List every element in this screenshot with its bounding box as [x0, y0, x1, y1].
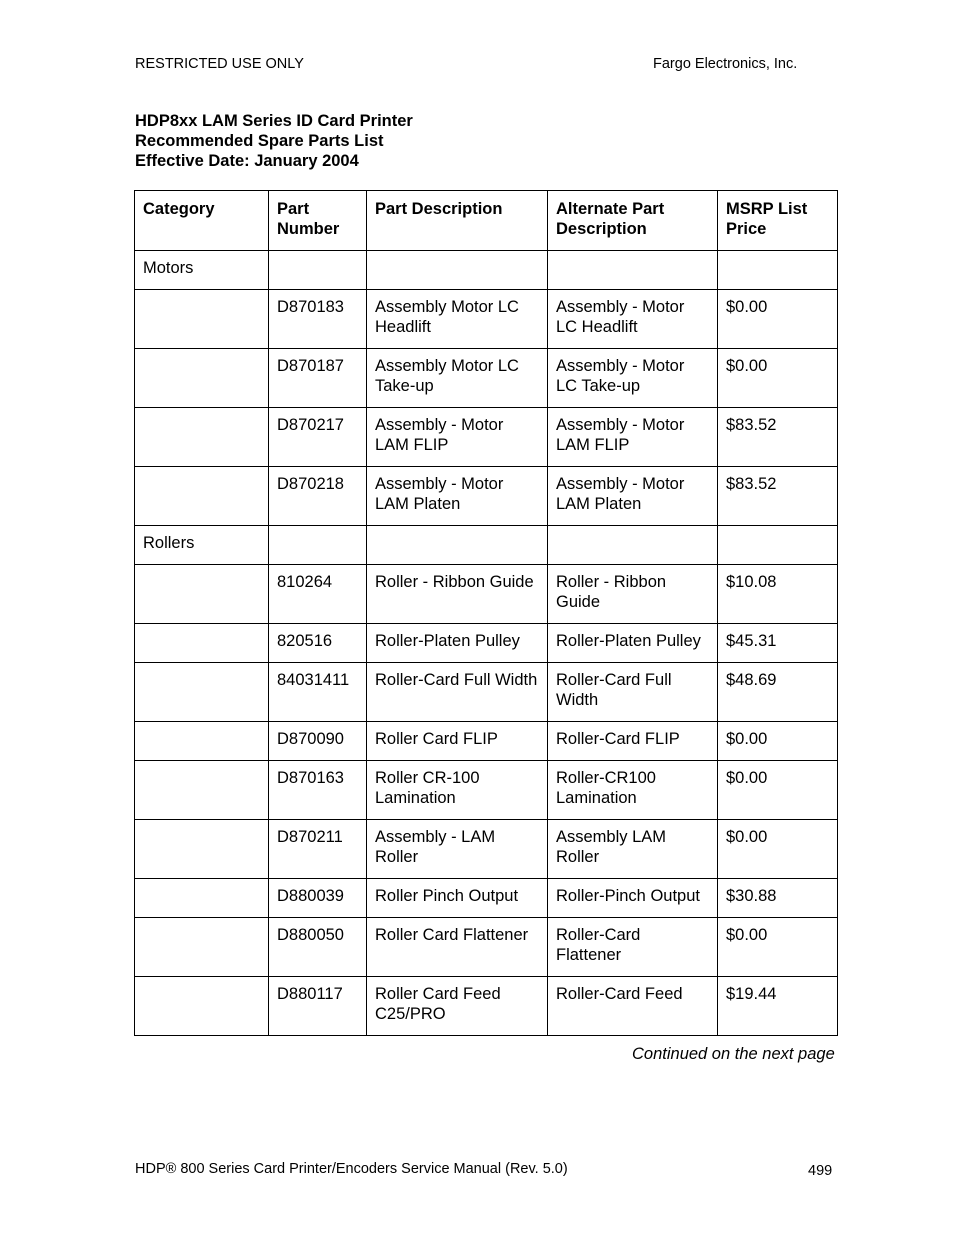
cell-category: Motors — [135, 251, 269, 290]
cell-msrp-price: $0.00 — [718, 820, 838, 879]
cell-msrp-price: $0.00 — [718, 349, 838, 408]
cell-msrp-price: $0.00 — [718, 290, 838, 349]
cell-part-number: 820516 — [269, 624, 367, 663]
table-row — [135, 467, 838, 526]
cell-alternate-description: Roller-Card Feed — [548, 977, 718, 1036]
cell-category — [135, 624, 269, 663]
table-row — [135, 663, 838, 722]
cell-category — [135, 879, 269, 918]
cell-category — [135, 663, 269, 722]
cell-msrp-price — [718, 526, 838, 565]
col-header-alternate-description: Alternate Part Description — [548, 191, 718, 251]
table-row — [135, 565, 838, 624]
table-row — [135, 349, 838, 408]
table-row — [135, 624, 838, 663]
continued-note: Continued on the next page — [632, 1045, 835, 1063]
cell-part-number: 84031411 — [269, 663, 367, 722]
table-row — [135, 977, 838, 1036]
cell-part-number: D880050 — [269, 918, 367, 977]
cell-part-description: Roller Card Feed C25/PRO — [367, 977, 548, 1036]
category-row — [135, 526, 838, 565]
page-number: 499 — [808, 1163, 833, 1179]
cell-part-number: D870187 — [269, 349, 367, 408]
table-header-row — [135, 191, 838, 251]
cell-part-description: Assembly Motor LC Headlift — [367, 290, 548, 349]
cell-part-number: D870211 — [269, 820, 367, 879]
cell-part-description — [367, 526, 548, 565]
table-row — [135, 722, 838, 761]
cell-part-description: Roller-Platen Pulley — [367, 624, 548, 663]
cell-part-description: Roller CR-100 Lamination — [367, 761, 548, 820]
cell-msrp-price: $48.69 — [718, 663, 838, 722]
cell-part-description — [367, 251, 548, 290]
cell-part-description: Roller-Card Full Width — [367, 663, 548, 722]
cell-part-number: D870090 — [269, 722, 367, 761]
spare-parts-table — [134, 190, 838, 1036]
cell-part-description: Roller Card FLIP — [367, 722, 548, 761]
cell-category — [135, 290, 269, 349]
cell-alternate-description: Roller - Ribbon Guide — [548, 565, 718, 624]
footer-manual-title: HDP® 800 Series Card Printer/Encoders Service Manual (Rev. 5.0) — [135, 1161, 568, 1177]
cell-category — [135, 349, 269, 408]
table-row — [135, 879, 838, 918]
table-row — [135, 408, 838, 467]
col-header-part-number: Part Number — [269, 191, 367, 251]
cell-part-number — [269, 251, 367, 290]
cell-category — [135, 761, 269, 820]
cell-part-description: Assembly - Motor LAM Platen — [367, 467, 548, 526]
cell-category: Rollers — [135, 526, 269, 565]
title-line-3: Effective Date: January 2004 — [135, 152, 359, 170]
col-header-part-description: Part Description — [367, 191, 548, 251]
cell-part-description: Assembly Motor LC Take-up — [367, 349, 548, 408]
table-row — [135, 761, 838, 820]
cell-alternate-description: Roller-Pinch Output — [548, 879, 718, 918]
cell-msrp-price: $0.00 — [718, 918, 838, 977]
cell-alternate-description: Assembly - Motor LAM Platen — [548, 467, 718, 526]
cell-category — [135, 820, 269, 879]
table-body — [135, 251, 838, 1036]
cell-part-number: D870183 — [269, 290, 367, 349]
title-line-1: HDP8xx LAM Series ID Card Printer — [135, 112, 413, 130]
cell-part-description: Roller - Ribbon Guide — [367, 565, 548, 624]
cell-alternate-description: Roller-CR100 Lamination — [548, 761, 718, 820]
cell-category — [135, 467, 269, 526]
cell-category — [135, 565, 269, 624]
cell-msrp-price: $0.00 — [718, 761, 838, 820]
cell-alternate-description: Assembly - Motor LC Headlift — [548, 290, 718, 349]
cell-msrp-price: $45.31 — [718, 624, 838, 663]
cell-msrp-price: $83.52 — [718, 467, 838, 526]
table-row — [135, 290, 838, 349]
cell-part-number: D880039 — [269, 879, 367, 918]
table-row — [135, 820, 838, 879]
cell-category — [135, 408, 269, 467]
cell-part-number: D870163 — [269, 761, 367, 820]
cell-msrp-price: $19.44 — [718, 977, 838, 1036]
cell-alternate-description — [548, 526, 718, 565]
cell-part-description: Roller Card Flattener — [367, 918, 548, 977]
cell-part-number: D870217 — [269, 408, 367, 467]
cell-alternate-description: Roller-Card Flattener — [548, 918, 718, 977]
cell-category — [135, 977, 269, 1036]
table-row — [135, 918, 838, 977]
cell-alternate-description: Assembly - Motor LAM FLIP — [548, 408, 718, 467]
cell-part-number: D880117 — [269, 977, 367, 1036]
cell-alternate-description: Assembly LAM Roller — [548, 820, 718, 879]
cell-part-description: Assembly - Motor LAM FLIP — [367, 408, 548, 467]
cell-alternate-description: Assembly - Motor LC Take-up — [548, 349, 718, 408]
cell-alternate-description: Roller-Card Full Width — [548, 663, 718, 722]
cell-part-number: D870218 — [269, 467, 367, 526]
col-header-msrp-price: MSRP List Price — [718, 191, 838, 251]
title-line-2: Recommended Spare Parts List — [135, 132, 384, 150]
cell-alternate-description: Roller-Platen Pulley — [548, 624, 718, 663]
cell-category — [135, 918, 269, 977]
header-restricted: RESTRICTED USE ONLY — [135, 56, 304, 72]
cell-alternate-description: Roller-Card FLIP — [548, 722, 718, 761]
category-row — [135, 251, 838, 290]
cell-category — [135, 722, 269, 761]
cell-msrp-price: $30.88 — [718, 879, 838, 918]
cell-part-description: Assembly - LAM Roller — [367, 820, 548, 879]
cell-alternate-description — [548, 251, 718, 290]
document-title — [135, 111, 413, 171]
header-company: Fargo Electronics, Inc. — [653, 56, 798, 72]
col-header-category: Category — [135, 191, 269, 251]
cell-msrp-price — [718, 251, 838, 290]
cell-msrp-price: $0.00 — [718, 722, 838, 761]
cell-part-description: Roller Pinch Output — [367, 879, 548, 918]
cell-msrp-price: $83.52 — [718, 408, 838, 467]
cell-part-number — [269, 526, 367, 565]
cell-msrp-price: $10.08 — [718, 565, 838, 624]
cell-part-number: 810264 — [269, 565, 367, 624]
